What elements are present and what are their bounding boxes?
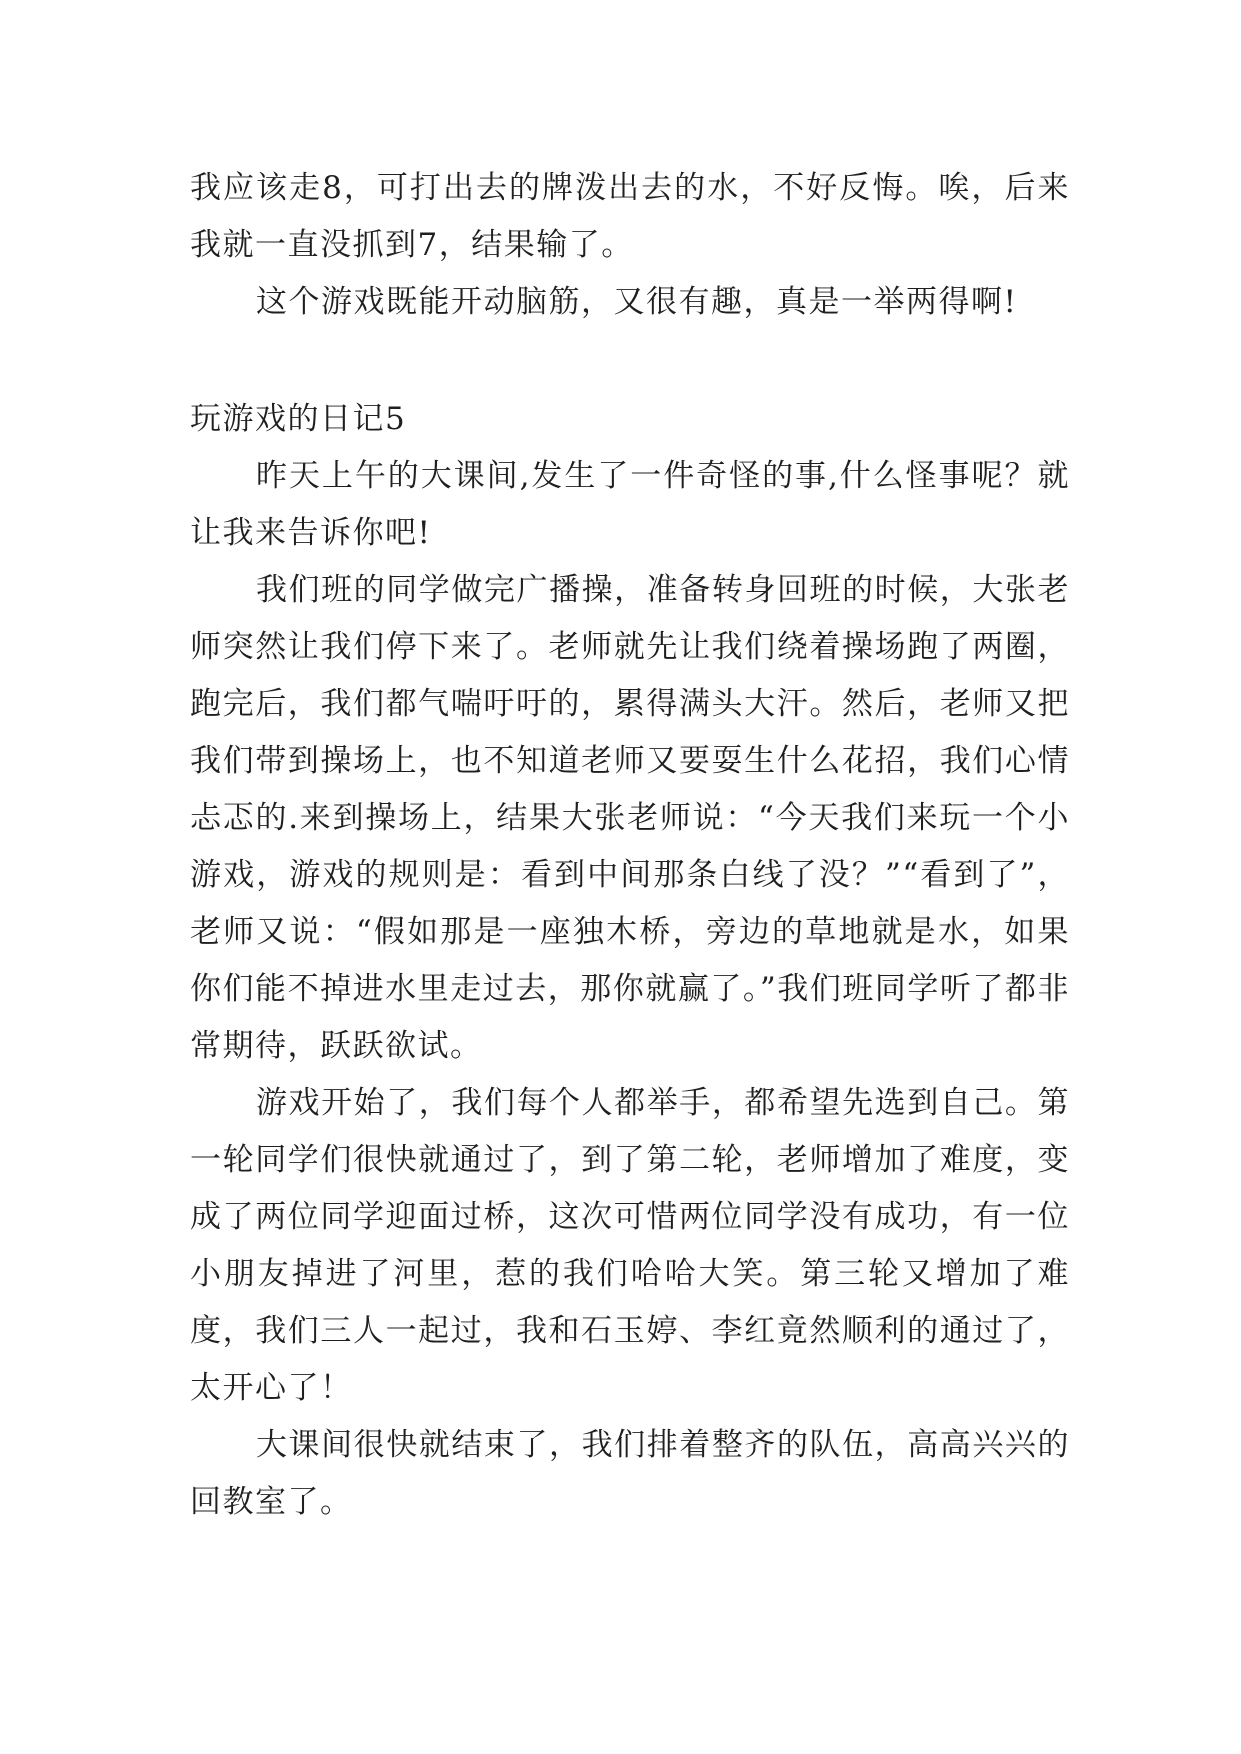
paragraph-ending: 大课间很快就结束了，我们排着整齐的队伍，高高兴兴的回教室了。 bbox=[190, 1427, 1070, 1520]
paragraph-opening: 昨天上午的大课间,发生了一件奇怪的事,什么怪事呢？就让我来告诉你吧! bbox=[190, 458, 1070, 551]
paragraph-game-rounds: 游戏开始了，我们每个人都举手，都希望先选到自己。第一轮同学们很快就通过了，到了第二轮，老师增加了难度，变成了两位同学迎面过桥，这次可惜两位同学没有成功，有一位小朋友掉进了河里，惹的我们哈哈大笑。第三轮又增加了难度，我们三人一起过，我和石玉婷、李红竟然顺利的通过了，太开心了！ bbox=[190, 1085, 1070, 1406]
intro-paragraph-continuation: 我应该走8，可打出去的牌泼出去的水，不好反悔。唉，后来我就一直没抓到7，结果输了。 bbox=[190, 170, 1070, 263]
paragraph-setup: 我们班的同学做完广播操，准备转身回班的时候，大张老师突然让我们停下来了。老师就先让我们绕着操场跑了两圈，跑完后，我们都气喘吁吁的，累得满头大汗。然后，老师又把我们带到操场上，也不知道老师又要耍生什么花招，我们心情忐忑的.来到操场上，结果大张老师说：“今天我们来玩一个小游戏，游戏的规则是：看到中间那条白线了没？”“看到了”，老师又说：“假如那是一座独木桥，旁边的草地就是水，如果你们能不掉进水里走过去，那你就赢了。”我们班同学听了都非常期待，跃跃欲试。 bbox=[190, 572, 1070, 1064]
document-body bbox=[190, 160, 1070, 1531]
intro-paragraph-conclusion: 这个游戏既能开动脑筋，又很有趣，真是一举两得啊! bbox=[256, 284, 1018, 320]
section-spacer bbox=[190, 331, 1070, 391]
section-title: 玩游戏的日记5 bbox=[190, 401, 407, 437]
